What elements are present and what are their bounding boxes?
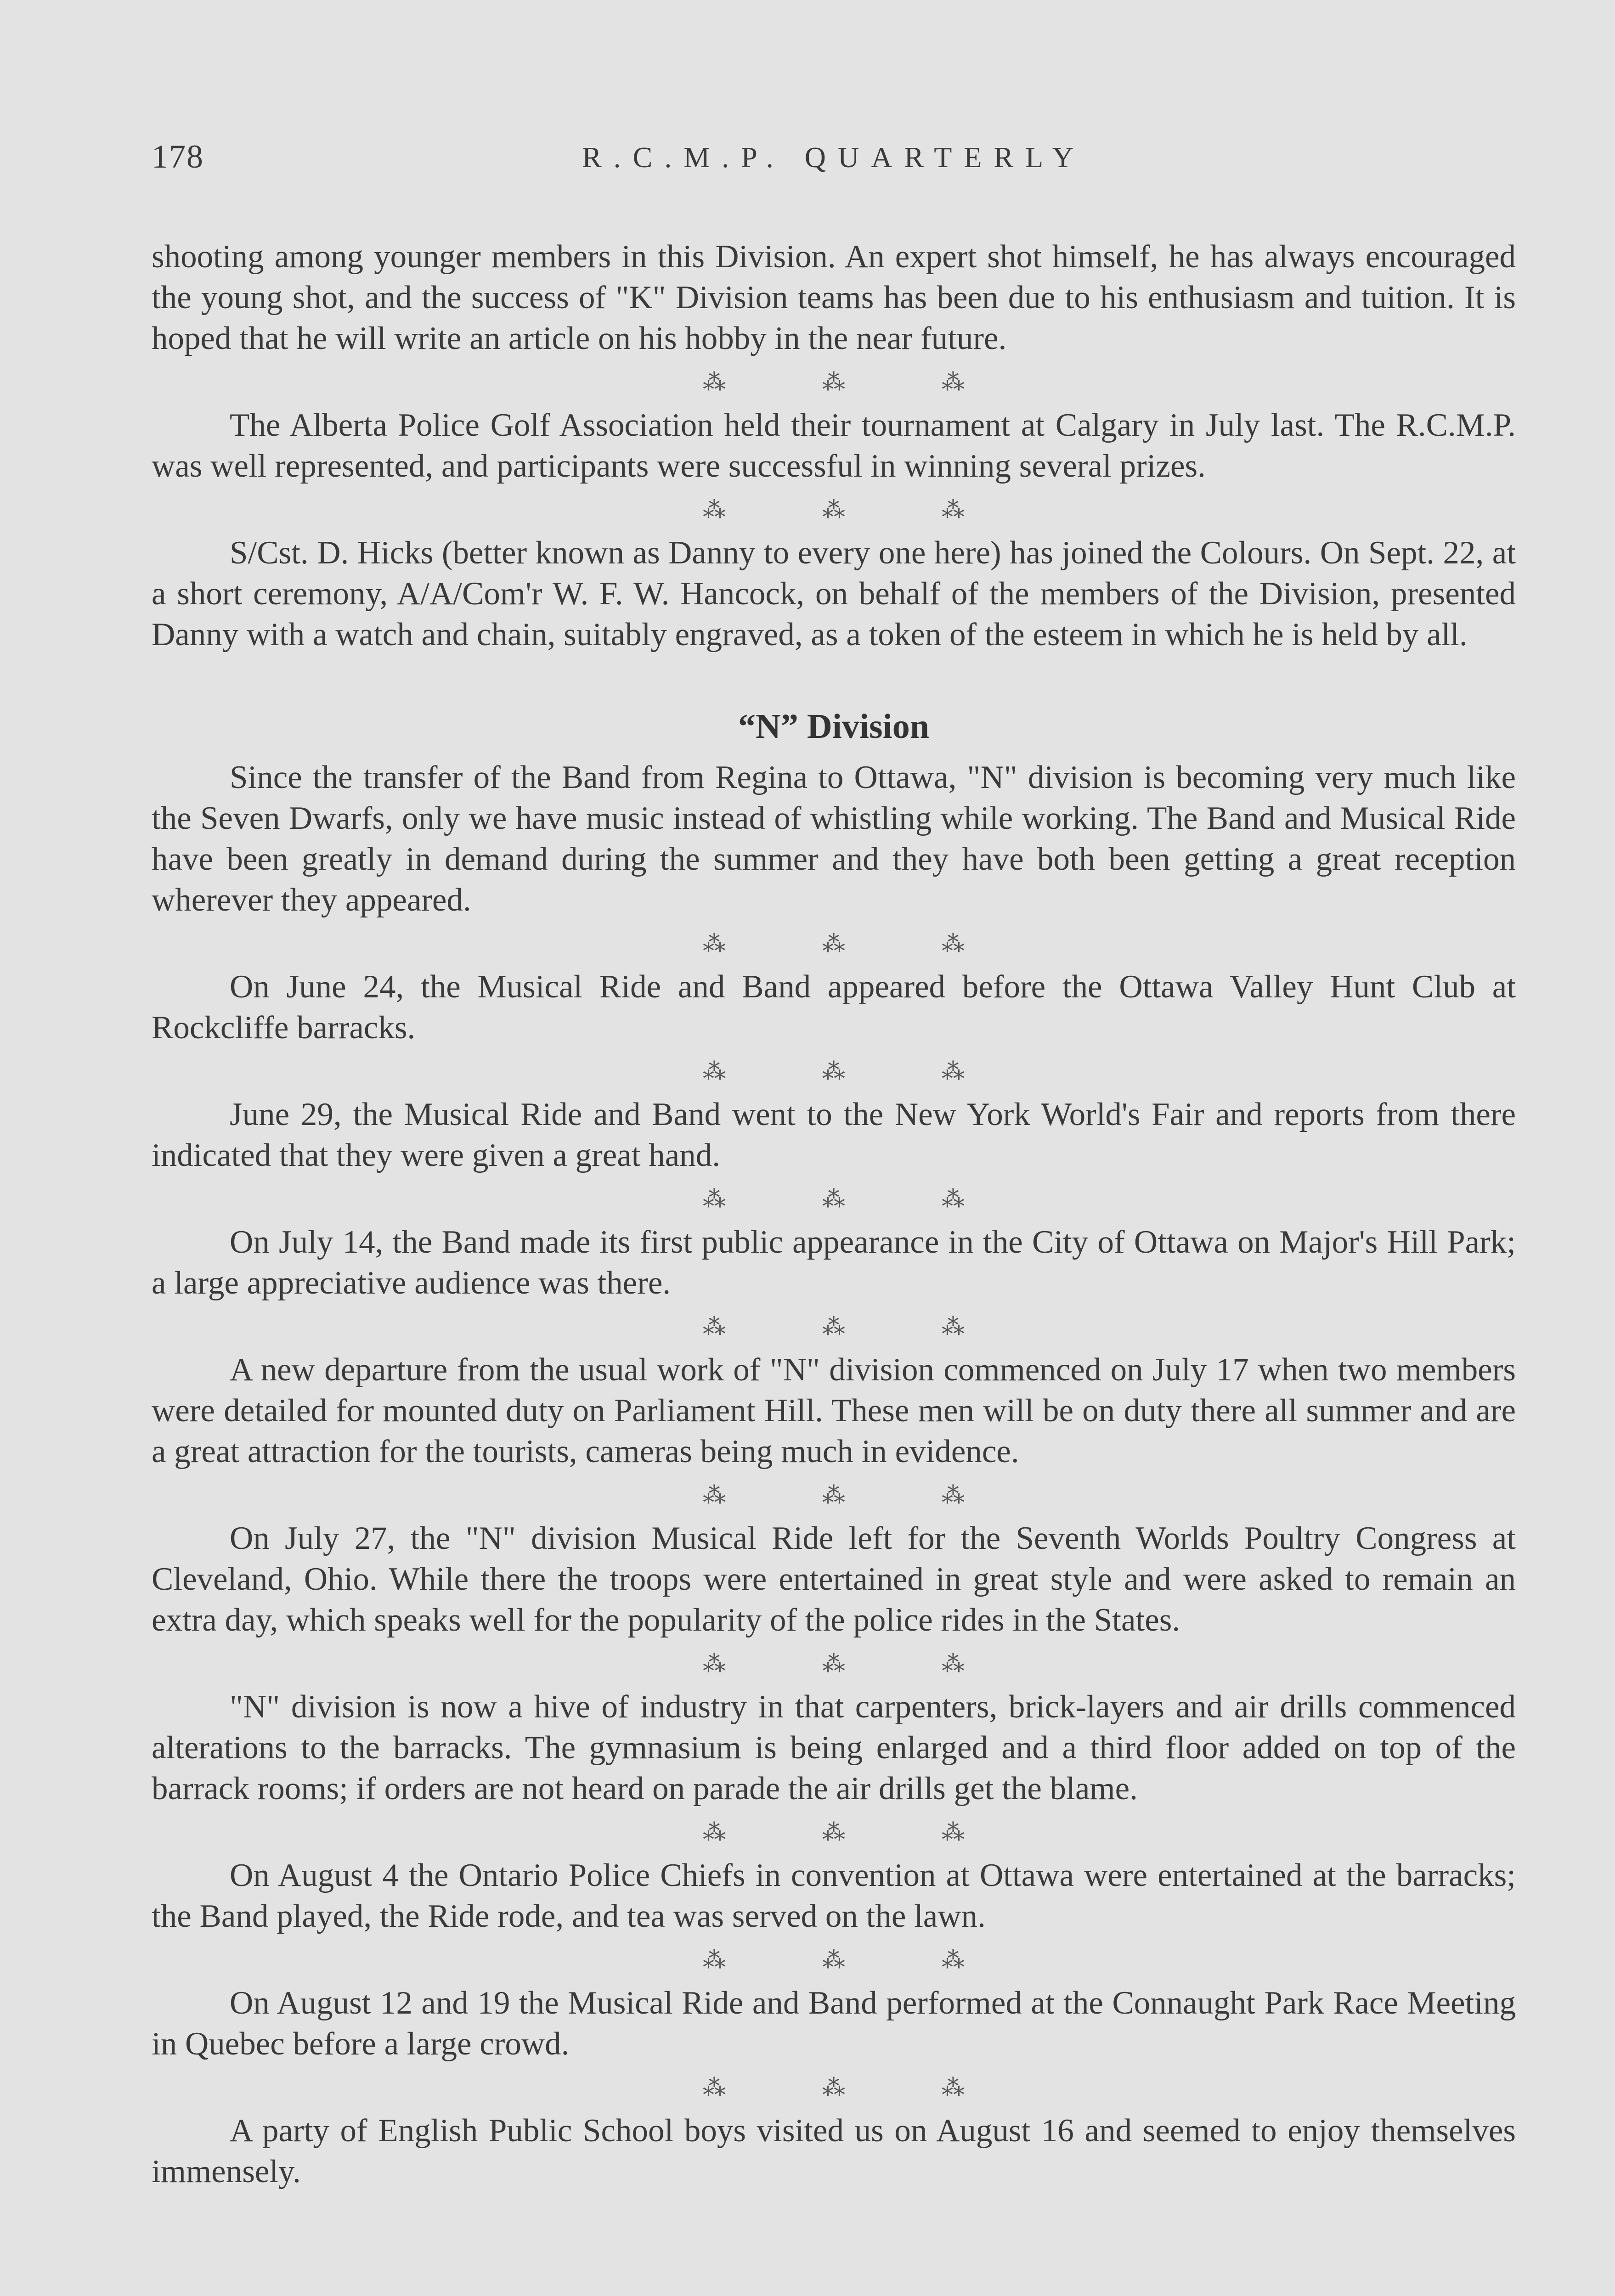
asterism-icon: ⁂ (942, 1058, 965, 1084)
section-separator (152, 487, 1516, 533)
asterism-icon: ⁂ (942, 497, 965, 523)
asterism-icon: ⁂ (942, 1186, 965, 1212)
asterism-icon: ⁂ (703, 497, 726, 523)
asterism-icon: ⁂ (822, 2075, 845, 2100)
asterism-icon: ⁂ (822, 931, 845, 957)
asterism-icon: ⁂ (703, 1819, 726, 1845)
asterism-icon: ⁂ (942, 1947, 965, 1973)
asterism-icon: ⁂ (822, 1651, 845, 1677)
paragraph: S/Cst. D. Hicks (better known as Danny to every one here) has joined the Colours. On Sept. 22, at a short ceremony, A/A/Com'r W. F. W. Hancock, on behalf of the members of the Division, presented Danny with a watch and chain, suitably engraved, as a token of the esteem in which he is held by all. (152, 535, 1516, 653)
asterism-icon: ⁂ (703, 1482, 726, 1508)
paragraph: The Alberta Police Golf Association held their tournament at Calgary in July last. The R.C.M.P. was well represented, and participants were successful in winning several prizes. (152, 407, 1516, 484)
section-separator (152, 1641, 1516, 1687)
asterism-icon: ⁂ (822, 1058, 845, 1084)
asterism-icon: ⁂ (942, 2075, 965, 2100)
paragraph: On July 14, the Band made its first public appearance in the City of Ottawa on Major's Hill Park; a large appreciative audience was there. (152, 1224, 1516, 1301)
page-number: 178 (152, 138, 204, 175)
asterism-icon: ⁂ (703, 369, 726, 395)
asterism-icon: ⁂ (822, 1819, 845, 1845)
asterism-icon: ⁂ (822, 369, 845, 395)
paragraph: A party of English Public School boys visited us on August 16 and seemed to enjoy themselves immensely. (152, 2113, 1516, 2189)
paragraph: On August 4 the Ontario Police Chiefs in convention at Ottawa were entertained at the barracks; the Band played, the Ride rode, and tea was served on the lawn. (152, 1857, 1516, 1934)
section-separator (152, 1809, 1516, 1855)
running-head: R.C.M.P. QUARTERLY (582, 141, 1086, 174)
asterism-icon: ⁂ (822, 1947, 845, 1973)
paragraph: On June 24, the Musical Ride and Band appeared before the Ottawa Valley Hunt Club at Rockcliffe barracks. (152, 969, 1516, 1046)
asterism-icon: ⁂ (942, 1482, 965, 1508)
section-separator (152, 1048, 1516, 1094)
asterism-icon: ⁂ (822, 1314, 845, 1339)
asterism-icon: ⁂ (942, 369, 965, 395)
asterism-icon: ⁂ (703, 1058, 726, 1084)
section-separator (152, 1937, 1516, 1983)
paragraph: On August 12 and 19 the Musical Ride and Band performed at the Connaught Park Race Meeting in Quebec before a large crowd. (152, 1985, 1516, 2062)
section-separator (152, 1304, 1516, 1350)
page-header (152, 138, 1516, 193)
asterism-icon: ⁂ (822, 1186, 845, 1212)
section-separator (152, 359, 1516, 405)
paragraph: A new departure from the usual work of "N" division commenced on July 17 when two members were detailed for mounted duty on Parliament Hill. These men will be on duty there all summer and are a great attraction for the tourists, cameras being much in evidence. (152, 1352, 1516, 1469)
section-separator (152, 2065, 1516, 2110)
section-separator (152, 1472, 1516, 1518)
paragraph: June 29, the Musical Ride and Band went to the New York World's Fair and reports from there indicated that they were given a great hand. (152, 1097, 1516, 1173)
asterism-icon: ⁂ (703, 1186, 726, 1212)
article-body (152, 236, 1516, 2192)
asterism-icon: ⁂ (942, 1314, 965, 1339)
asterism-icon: ⁂ (703, 1314, 726, 1339)
paragraph: shooting among younger members in this Division. An expert shot himself, he has always encouraged the young shot, and the success of "K" Division teams has been due to his enthusiasm and tuition. It is hoped that he will write an article on his hobby in the near future. (152, 239, 1516, 356)
asterism-icon: ⁂ (703, 2075, 726, 2100)
section-heading: “N” Division (738, 707, 929, 746)
paragraph: "N" division is now a hive of industry in that carpenters, brick-layers and air drills commenced alterations to the barracks. The gymnasium is being enlarged and a third floor added on top of the barrack rooms; if orders are not heard on parade the air drills get the blame. (152, 1689, 1516, 1806)
asterism-icon: ⁂ (703, 1651, 726, 1677)
asterism-icon: ⁂ (942, 931, 965, 957)
section-separator (152, 921, 1516, 967)
paragraph: Since the transfer of the Band from Regina to Ottawa, "N" division is becoming very much like the Seven Dwarfs, only we have music instead of whistling while working. The Band and Musical Ride have been greatly in demand during the summer and they have both been getting a great reception wherever they appeared. (152, 760, 1516, 918)
asterism-icon: ⁂ (822, 497, 845, 523)
asterism-icon: ⁂ (822, 1482, 845, 1508)
asterism-icon: ⁂ (703, 931, 726, 957)
section-separator (152, 1176, 1516, 1222)
paragraph: On July 27, the "N" division Musical Ride left for the Seventh Worlds Poultry Congress at Cleveland, Ohio. While there the troops were entertained in great style and were asked to remain an extra day, which speaks well for the popularity of the police rides in the States. (152, 1520, 1516, 1638)
asterism-icon: ⁂ (703, 1947, 726, 1973)
asterism-icon: ⁂ (942, 1651, 965, 1677)
asterism-icon: ⁂ (942, 1819, 965, 1845)
